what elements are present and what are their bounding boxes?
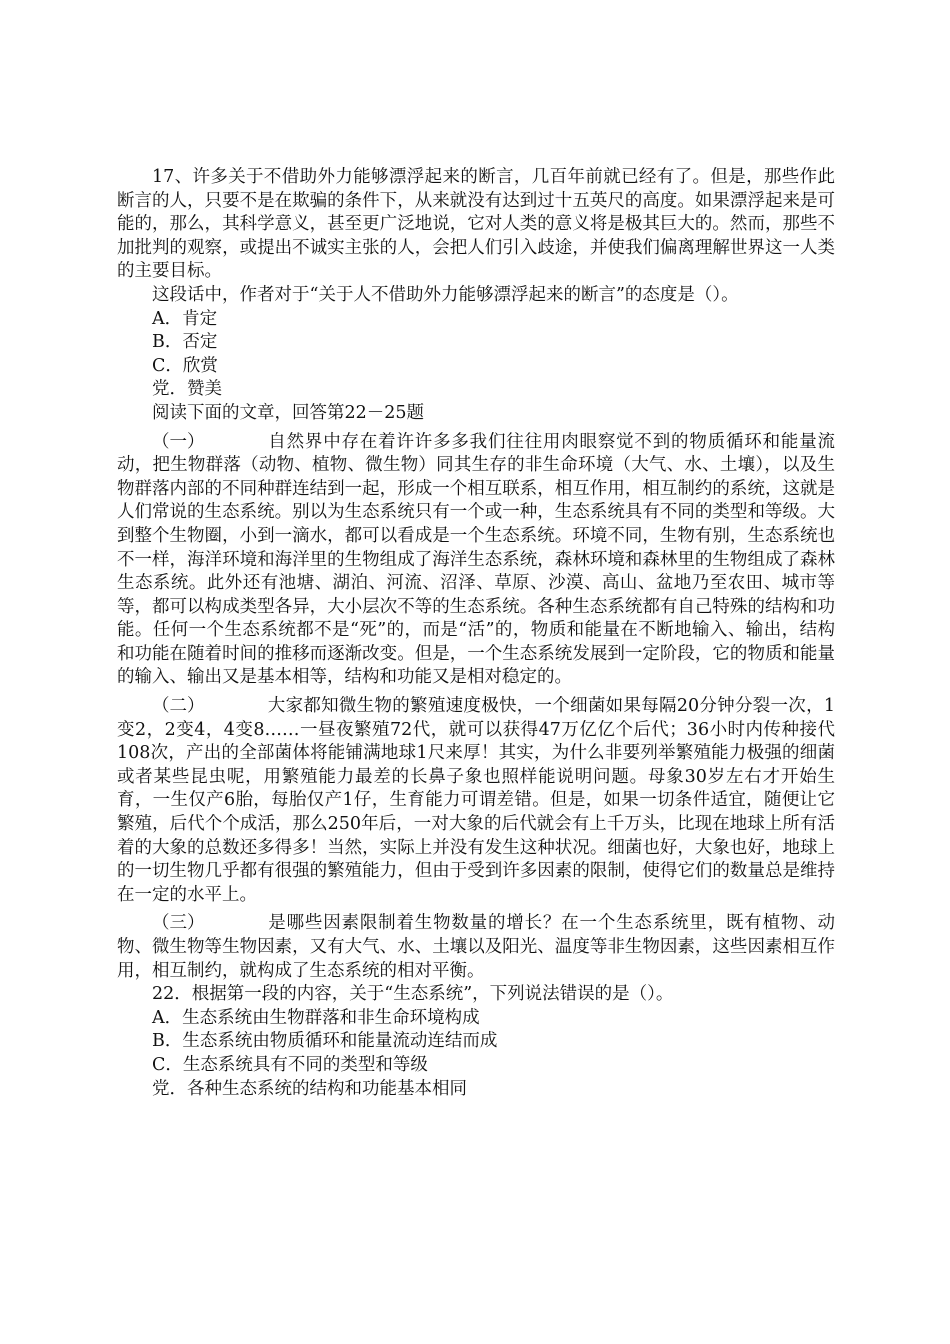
section-3 (117, 912, 835, 983)
question-22-stem: 22．根据第一段的内容，关于“生态系统”，下列说法错误的是（）。 (152, 984, 674, 1005)
document-page (117, 166, 835, 1101)
section-1 (117, 431, 835, 691)
section-3-label: （三） (152, 913, 205, 934)
section-2-text: 大家都知微生物的繁殖速度极快，一个细菌如果每隔20分钟分裂一次，1变2，2变4，4变8……一昼夜繁殖72代，就可以获得47万亿亿个后代；36小时内传种接代108次，产出的全部菌体将能铺满地球1尺来厚！其实，为什么非要列举繁殖能力极强的细菌或者某些昆虫呢，用繁殖能力最差的长鼻子象也照样能说明问题。母象30岁左右才开始生育，一生仅产6胎，每胎仅产1仔，生育能力可谓差错。但是，如果一切条件适宜，随便让它繁殖，后代个个成活，那么250年后，一对大象的后代就会有上千万头，比现在地球上所有活着的大象的总数还多得多！当然，实际上并没有发生这种状况。细菌也好，大象也好，地球上的一切生物几乎都有很强的繁殖能力，但由于受到许多因素的限制，使得它们的数量总是维持在一定的水平上。 (117, 696, 835, 905)
question-17-option-b: B．否定 (152, 332, 218, 353)
section-2 (117, 695, 835, 907)
question-17-option-a: A．肯定 (152, 308, 218, 329)
reading-intro: 阅读下面的文章，回答第22－25题 (152, 402, 425, 423)
question-22-option-a: A．生态系统由生物群落和非生命环境构成 (152, 1007, 480, 1028)
question-22-option-d: 党．各种生态系统的结构和功能基本相同 (152, 1078, 467, 1099)
question-22-option-c: C．生态系统具有不同的类型和等级 (152, 1054, 428, 1075)
question-17-stem: 这段话中，作者对于“关于人不借助外力能够漂浮起来的断言”的态度是（）。 (152, 284, 739, 305)
section-2-label: （二） (152, 696, 205, 717)
question-22-option-b: B．生态系统由物质循环和能量流动连结而成 (152, 1031, 498, 1052)
section-1-text: 自然界中存在着许许多多我们往往用肉眼察觉不到的物质循环和能量流动，把生物群落（动物、植物、微生物）同其生存的非生命环境（大气、水、土壤），以及生物群落内部的不同种群连结到一起，形成一个相互联系，相互作用，相互制约的系统，这就是人们常说的生态系统。别以为生态系统只有一个或一种，生态系统具有不同的类型和等级。大到整个生物圈，小到一滴水，都可以看成是一个生态系统。环境不同，生物有别，生态系统也不一样，海洋环境和海洋里的生物组成了海洋生态系统，森林环境和森林里的生物组成了森林生态系统。此外还有池塘、湖泊、河流、沼泽、草原、沙漠、高山、盆地乃至农田、城市等等，都可以构成类型各异，大小层次不等的生态系统。各种生态系统都有自己特殊的结构和功能。任何一个生态系统都不是“死”的，而是“活”的，物质和能量在不断地输入、输出，结构和功能在随着时间的推移而逐渐改变。但是，一个生态系统发展到一定阶段，它的物质和能量的输入、输出又是基本相等，结构和功能又是相对稳定的。 (117, 431, 835, 688)
question-17-option-d: 党．赞美 (152, 379, 222, 400)
question-17-passage: 17、许多关于不借助外力能够漂浮起来的断言，几百年前就已经有了。但是，那些作此断言的人，只要不是在欺骗的条件下，从来就没有达到过十五英尺的高度。如果漂浮起来是可能的，那么，其科学意义，甚至更广泛地说，它对人类的意义将是极其巨大的。然而，那些不加批判的观察，或提出不诚实主张的人，会把人们引入歧途，并使我们偏离理解世界这一人类的主要目标。 (117, 167, 835, 282)
question-17-option-c: C．欣赏 (152, 355, 218, 376)
section-3-text: 是哪些因素限制着生物数量的增长？在一个生态系统里，既有植物、动物、微生物等生物因素，又有大气、水、土壤以及阳光、温度等非生物因素，这些因素相互作用，相互制约，就构成了生态系统的相对平衡。 (117, 913, 835, 981)
section-1-label: （一） (152, 431, 205, 452)
